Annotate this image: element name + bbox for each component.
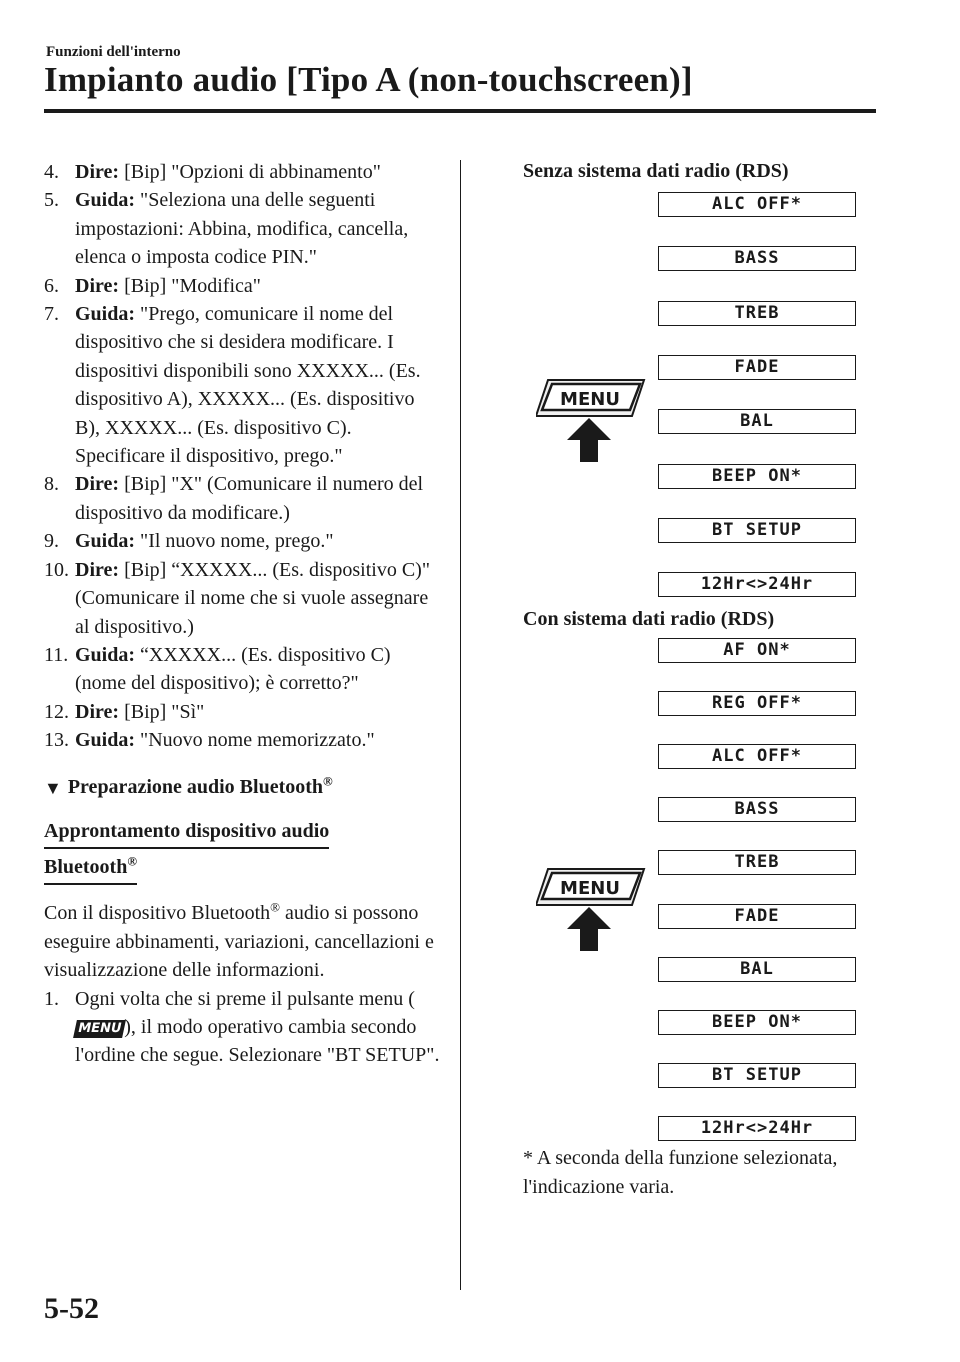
step-body	[75, 726, 444, 754]
step-body	[75, 272, 444, 300]
display-indicator-box: FADE	[658, 355, 856, 380]
step-number: 12.	[44, 700, 69, 723]
step-number: 7.	[44, 303, 59, 326]
bt-step-text-b: ), il modo operativo cambia secondo l'ordine che segue. Selezionare "BT SETUP".	[75, 1015, 440, 1067]
display-indicator-box: BAL	[658, 409, 856, 434]
step-text: “XXXXX... (Es. dispositivo C) (nome del dispositivo); è corretto?"	[75, 643, 391, 695]
display-indicator-box: REG OFF*	[658, 691, 856, 716]
step-number: 9.	[44, 530, 59, 553]
step-number: 6.	[44, 274, 59, 297]
registered-mark: ®	[127, 853, 138, 869]
step-text: [Bip] “XXXXX... (Es. dispositivo C)" (Comunicare il nome che si vuole assegnare al dispositivo.)	[75, 558, 430, 638]
step-text: "Il nuovo nome, prego."	[140, 530, 334, 553]
voice-step	[44, 300, 444, 470]
voice-steps-list	[44, 158, 444, 755]
voice-step	[44, 470, 444, 527]
step-speaker: Dire:	[75, 473, 120, 496]
voice-step	[44, 272, 444, 300]
page-title: Impianto audio [Tipo A (non-touchscreen)]	[44, 60, 693, 99]
step-number: 13.	[44, 729, 69, 752]
voice-step	[44, 698, 444, 726]
step-speaker: Guida:	[75, 303, 136, 326]
step-text: [Bip] "Opzioni di abbinamento"	[124, 161, 381, 183]
display-indicator-box: ALC OFF*	[658, 744, 856, 769]
footnote: * A seconda della funzione selezionata, l'indicazione varia.	[523, 1147, 838, 1198]
bt-intro-a: Con il dispositivo Bluetooth	[44, 902, 271, 925]
bt-subheading-line1: Approntamento dispositivo audio	[44, 817, 329, 849]
bt-intro-paragraph	[44, 899, 444, 984]
bt-subheading	[44, 817, 444, 890]
bt-subheading-line2: Bluetooth	[44, 855, 128, 878]
bt-intro-b: audio si possono eseguire abbinamenti, variazioni, cancellazioni e visualizzazione delle informazioni.	[44, 902, 434, 982]
step-text: "Prego, comunicare il nome del dispositivo che si desidera modificare. I dispositivi disponibili sono XXXXX... (Es. dispositivo A), XXXXX... (Es. dispositivo B), XXXXX... (Es. dispositivo C). Specificare il dispositivo, prego."	[75, 303, 421, 468]
step-text: "Nuovo nome memorizzato."	[140, 729, 375, 752]
menu-button-icon: MENU	[73, 1020, 126, 1038]
display-indicator-box: FADE	[658, 904, 856, 929]
step-body	[75, 158, 444, 186]
menu-button-arrow-icon	[536, 867, 646, 953]
display-indicator-box: BASS	[658, 797, 856, 822]
step-body	[75, 556, 444, 641]
bt-prep-heading	[44, 773, 444, 803]
voice-step	[44, 186, 444, 271]
display-indicator-box: BEEP ON*	[658, 464, 856, 489]
display-indicator-box: 12Hr<>24Hr	[658, 1116, 856, 1141]
step-number: 1.	[44, 987, 59, 1010]
display-indicator-box: AF ON*	[658, 638, 856, 663]
step-text: [Bip] "X" (Comunicare il numero del dispositivo da modificare.)	[75, 473, 424, 524]
display-indicator-box: TREB	[658, 850, 856, 875]
display-indicator-box: TREB	[658, 301, 856, 326]
section-label: Funzioni dell'interno	[46, 44, 181, 60]
step-body	[75, 470, 444, 527]
step-speaker: Dire:	[75, 161, 120, 183]
page-number: 5-52	[44, 1292, 99, 1325]
bt-prep-heading-text: Preparazione audio Bluetooth	[67, 775, 324, 798]
step-body	[75, 698, 444, 726]
bt-step-text-a: Ogni volta che si preme il pulsante menu (	[75, 987, 415, 1010]
step-body	[75, 527, 444, 555]
menu-button-label: MENU	[560, 389, 620, 410]
step-body	[75, 186, 444, 271]
step-speaker: Dire:	[75, 558, 120, 581]
step-number: 4.	[44, 161, 59, 183]
voice-step	[44, 158, 444, 186]
display-indicator-box: BEEP ON*	[658, 1010, 856, 1035]
registered-mark: ®	[270, 899, 281, 915]
display-indicator-box: BT SETUP	[658, 1063, 856, 1088]
with-rds-heading: Con sistema dati radio (RDS)	[523, 608, 775, 630]
menu-button-arrow-icon	[536, 378, 646, 464]
step-speaker: Guida:	[75, 643, 136, 666]
step-speaker: Guida:	[75, 189, 136, 212]
voice-step	[44, 641, 444, 698]
step-speaker: Dire:	[75, 274, 120, 297]
step-speaker: Guida:	[75, 530, 136, 553]
display-indicator-box: BAL	[658, 957, 856, 982]
voice-step	[44, 556, 444, 641]
display-indicator-box: BASS	[658, 246, 856, 271]
step-number: 5.	[44, 189, 59, 212]
voice-step	[44, 527, 444, 555]
step-body	[75, 300, 444, 470]
left-column	[44, 158, 444, 1070]
step-speaker: Dire:	[75, 700, 120, 723]
without-rds-heading: Senza sistema dati radio (RDS)	[523, 160, 789, 182]
voice-step	[44, 726, 444, 754]
step-number: 10.	[44, 558, 69, 581]
step-speaker: Guida:	[75, 729, 136, 752]
step-body	[75, 641, 444, 698]
display-indicator-box: 12Hr<>24Hr	[658, 572, 856, 597]
display-indicator-box: ALC OFF*	[658, 192, 856, 217]
step-text: "Seleziona una delle seguenti impostazioni: Abbina, modifica, cancella, elenca o imposta codice PIN."	[75, 189, 409, 269]
step-text: [Bip] "Sì"	[124, 700, 205, 723]
triangle-bullet-icon: ▼	[44, 777, 62, 798]
menu-button-label: MENU	[560, 878, 620, 899]
step-body	[75, 985, 444, 1070]
display-indicator-box: BT SETUP	[658, 518, 856, 543]
registered-mark: ®	[323, 772, 333, 788]
step-number: 8.	[44, 473, 59, 496]
column-divider	[460, 160, 461, 1290]
right-column	[482, 0, 882, 1362]
step-number: 11.	[44, 643, 69, 666]
bt-step-1	[44, 985, 444, 1070]
step-text: [Bip] "Modifica"	[124, 274, 261, 297]
